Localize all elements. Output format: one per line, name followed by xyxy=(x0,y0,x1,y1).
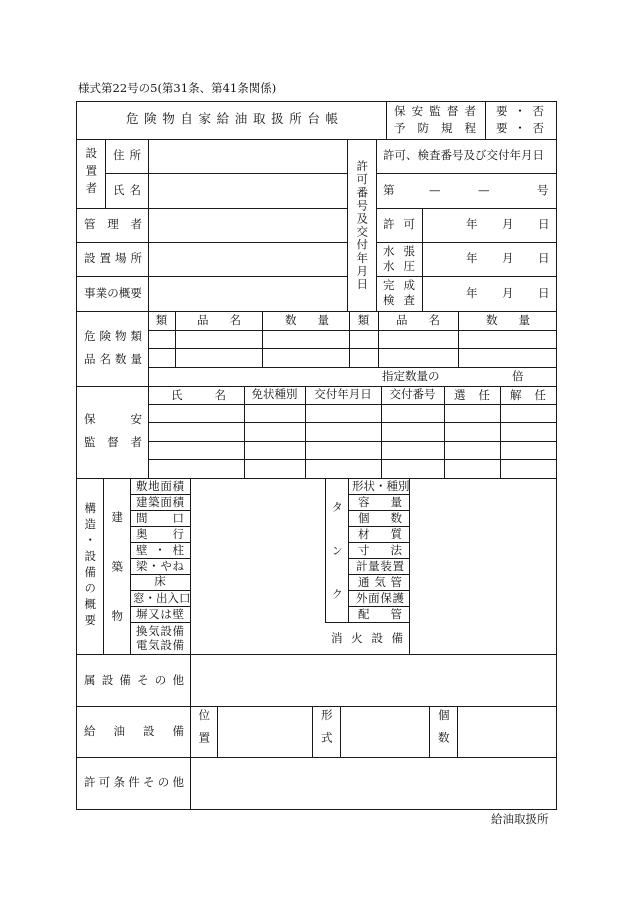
col-kainin: 解任 xyxy=(510,388,546,402)
label-kozo-setsubi: 構造・設備の概要 xyxy=(83,502,98,630)
item-mado-deiriguchi: 窓・出入口 xyxy=(133,591,191,605)
label-keishiki: 形式 xyxy=(319,709,334,754)
tank-item-zaishitsu: 材質 xyxy=(358,527,402,541)
label-kyoka-bango: 許可番号及交付年月日 xyxy=(355,159,370,291)
label-jigyo-gaiyo: 事業の概要 xyxy=(84,286,142,300)
divider xyxy=(409,478,410,654)
label-hinmei-suryo: 品名数量 xyxy=(84,352,142,366)
tank-item-keijo: 形状・種別 xyxy=(352,479,410,493)
col-shimei: 氏名 xyxy=(171,388,226,402)
dash: — xyxy=(429,183,441,197)
label-dai: 第 xyxy=(383,183,395,197)
col-kofu-bango: 交付番号 xyxy=(389,387,436,402)
label-zoku-setsubi: 属設備その他 xyxy=(84,673,184,687)
border-bottom xyxy=(76,809,557,810)
label-tsuki: 月 xyxy=(502,217,514,231)
form-number: 様式第22号の5(第31条、第41条関係) xyxy=(78,81,277,95)
item-okuyuki: 奥行 xyxy=(136,527,184,541)
divider xyxy=(348,478,349,622)
label-kosu: 個数 xyxy=(436,709,451,754)
divider xyxy=(148,348,557,349)
item-hari-yane: 梁・やね xyxy=(136,559,184,573)
divider xyxy=(148,441,557,442)
label-nen: 年 xyxy=(466,217,478,231)
col-sennin: 選任 xyxy=(454,388,490,402)
divider xyxy=(76,654,557,655)
divider xyxy=(340,706,341,757)
item-maguchi: 間口 xyxy=(136,511,184,525)
tank-item-kosu: 個数 xyxy=(358,511,402,525)
tank-item-keiryo: 計量装置 xyxy=(356,559,404,573)
col-kofu-nengappi: 交付年月日 xyxy=(314,387,372,402)
label-suichoatsu: 水圧 xyxy=(383,259,415,273)
tank-item-yoryo: 容量 xyxy=(358,495,402,509)
footer-label: 給油取扱所 xyxy=(491,812,549,826)
label-shoka-setsubi: 消火設備 xyxy=(331,631,403,645)
label-hoan: 保安 xyxy=(84,412,142,426)
col-rui: 類 xyxy=(155,312,168,327)
divider xyxy=(148,422,557,423)
label-tsuki: 月 xyxy=(502,251,514,265)
label-kantokusha: 監督者 xyxy=(84,435,142,449)
label-setchibasho: 設置場所 xyxy=(84,251,142,265)
divider xyxy=(130,478,131,654)
label-shitei-suryo: 指定数量の xyxy=(382,369,440,383)
label-hi: 日 xyxy=(538,217,550,231)
item-shikichi-menseki: 敷地面積 xyxy=(136,479,184,493)
col-hinmei: 品名 xyxy=(197,313,241,327)
label-kyoka-header: 許可、検査番号及び交付年月日 xyxy=(383,148,544,162)
divider xyxy=(457,706,458,757)
label-nen: 年 xyxy=(466,286,478,300)
item-kenchiku-menseki: 建築面積 xyxy=(136,495,184,509)
col-suryo: 数量 xyxy=(285,313,329,327)
divider xyxy=(376,208,557,209)
label-nen: 年 xyxy=(466,251,478,265)
divider xyxy=(148,367,557,368)
label-setchisha: 設置者 xyxy=(84,147,99,200)
label-shimei: 氏名 xyxy=(113,183,141,197)
col-menjo: 免状種別 xyxy=(251,387,298,402)
label-jusho: 住所 xyxy=(113,148,141,162)
item-hei-kabe: 塀又は壁 xyxy=(136,607,184,621)
item-kabe-hashira: 壁・柱 xyxy=(136,543,184,557)
tank-item-gaimen-hogo: 外面保護 xyxy=(356,591,404,605)
item-kanki-setsubi: 換気設備 xyxy=(136,624,184,638)
divider xyxy=(378,311,379,367)
divider xyxy=(376,276,557,277)
label-hi: 日 xyxy=(538,251,550,265)
divider xyxy=(422,208,423,311)
label-ichi: 位置 xyxy=(197,709,212,754)
label-kyoka-joken: 許可条件その他 xyxy=(84,775,184,789)
divider xyxy=(76,276,348,277)
divider xyxy=(485,101,486,139)
divider xyxy=(175,311,176,367)
divider xyxy=(76,242,348,243)
col-hinmei: 品名 xyxy=(396,313,440,327)
label-bai: 倍 xyxy=(512,369,524,383)
label-yobo-kitei: 予防規程 xyxy=(394,121,476,135)
divider xyxy=(148,404,557,405)
yes-no-option: 要・否 xyxy=(496,104,544,118)
divider xyxy=(76,757,557,758)
tank-item-haikan: 配管 xyxy=(358,607,402,621)
tank-item-tsukikan: 通気管 xyxy=(358,575,402,589)
form-title: 危険物自家給油取扱所台帳 xyxy=(126,111,338,126)
tank-item-sunpo: 寸法 xyxy=(358,543,402,557)
label-kansei: 完成 xyxy=(383,278,415,292)
divider xyxy=(444,386,445,478)
divider xyxy=(458,311,459,367)
dash: — xyxy=(478,183,490,197)
divider xyxy=(376,173,557,174)
label-tsuki: 月 xyxy=(502,286,514,300)
divider xyxy=(76,208,348,209)
label-tank: タンク xyxy=(330,500,345,632)
divider xyxy=(262,311,263,367)
label-hoan-kantokusha: 保安監督者 xyxy=(394,104,476,118)
label-hi: 日 xyxy=(538,286,550,300)
divider xyxy=(190,478,191,809)
label-kenchikubutsu: 建築物 xyxy=(110,510,125,660)
label-go: 号 xyxy=(537,183,549,197)
divider xyxy=(500,386,501,478)
divider xyxy=(148,330,557,331)
yes-no-option: 要・否 xyxy=(496,121,544,135)
divider xyxy=(217,706,218,757)
label-kikenbutsu: 危険物類 xyxy=(84,329,142,343)
divider xyxy=(148,459,557,460)
divider xyxy=(386,101,387,139)
divider xyxy=(376,139,377,311)
divider xyxy=(130,622,191,623)
label-kyoka: 許可 xyxy=(383,217,415,231)
label-suichoatsu: 水張 xyxy=(383,244,415,258)
col-rui: 類 xyxy=(357,312,370,327)
label-kanrisha: 管理者 xyxy=(84,217,142,231)
divider xyxy=(105,173,348,174)
divider xyxy=(148,386,149,478)
col-suryo: 数量 xyxy=(486,313,530,327)
divider xyxy=(376,242,557,243)
label-kyuyu-setsubi: 給油設備 xyxy=(84,724,184,738)
item-yuka: 床 xyxy=(154,574,166,589)
divider xyxy=(148,139,149,311)
label-kansei: 検査 xyxy=(383,293,415,307)
item-denki-setsubi: 電気設備 xyxy=(136,638,184,652)
